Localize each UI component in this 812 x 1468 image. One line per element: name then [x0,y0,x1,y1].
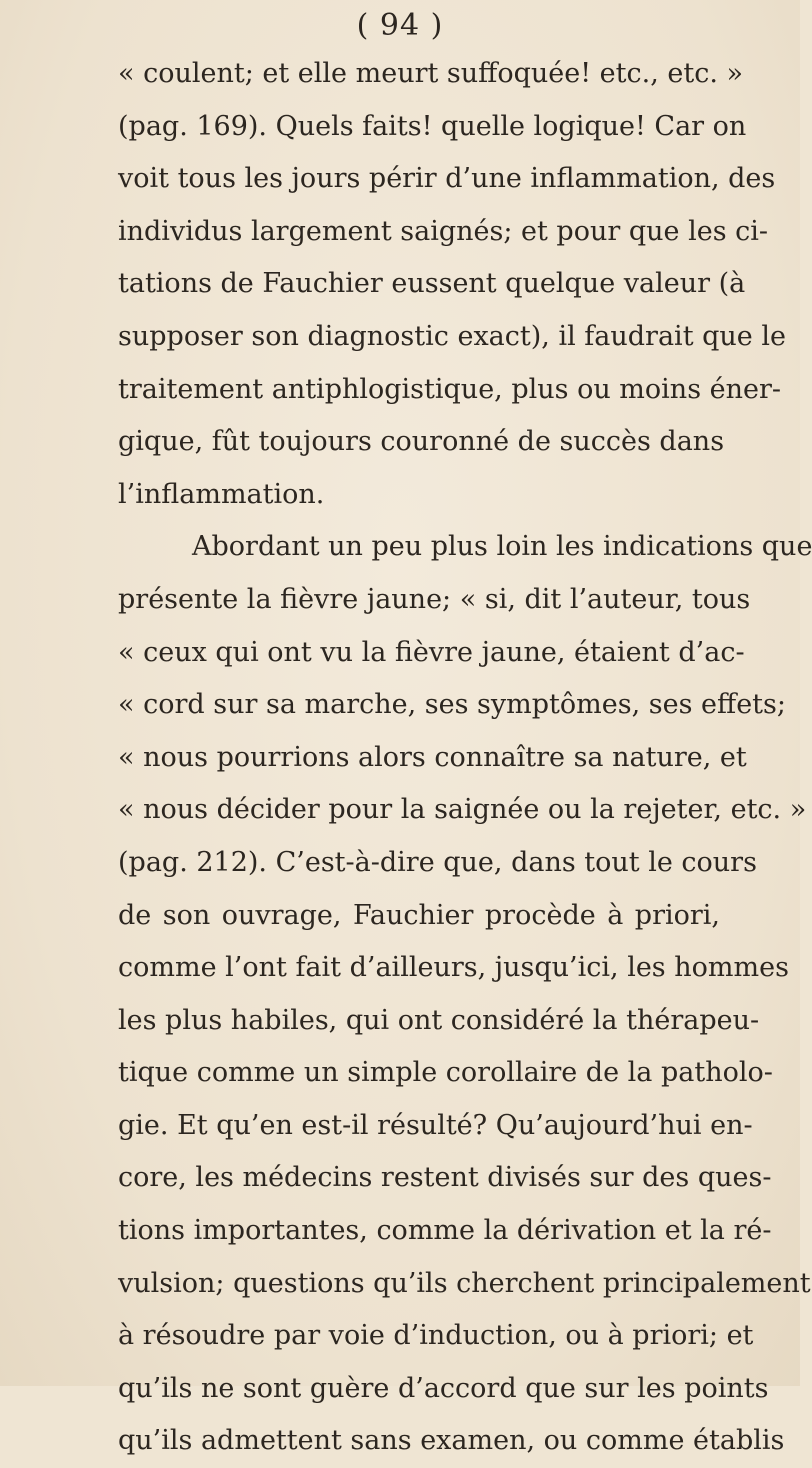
quoted-line: « nous pourrions alors connaître sa nature, et [118,741,747,773]
text-line: les plus habiles, qui ont considéré la thérapeu- [118,1004,760,1036]
text-line: individus largement saignés; et pour que les ci- [118,215,769,247]
text-line: supposer son diagnostic exact), il faudrait que le [118,320,786,352]
text-line: de son ouvrage, Fauchier procède à priori, [118,899,720,931]
text-line: gique, fût toujours couronné de succès dans [118,426,725,458]
text-line: voit tous les jours périr d’une inflammation, des [118,163,776,195]
quoted-line: « nous décider pour la saignée ou la rejeter, etc. » [118,794,807,826]
text-line: « coulent; et elle meurt suffoquée! etc., etc. » [118,58,744,89]
body-text [118,48,812,1468]
text-line: (pag. 169). Quels faits! quelle logique! Car on [118,110,747,142]
text-line: (pag. 212). C’est-à-dire que, dans tout le cours [118,846,757,878]
text-line: tions importantes, comme la dérivation et la ré- [118,1215,772,1247]
text-line: tations de Fauchier eussent quelque valeur (à [118,268,746,300]
text-line: l’inflammation. [118,478,325,510]
text-line: qu’ils admettent sans examen, ou comme établis [118,1425,785,1457]
quoted-line: « ceux qui ont vu la fièvre jaune, étaient d’ac- [118,636,745,668]
paragraph-start-line: Abordant un peu plus loin les indications que [192,531,812,563]
text-line: tique comme un simple corollaire de la patholo- [118,1057,773,1089]
text-line: à résoudre par voie d’induction, ou à priori; et [118,1320,754,1352]
text-line: qu’ils ne sont guère d’accord que sur les points [118,1372,769,1404]
page-number: ( 94 ) [356,8,444,43]
text-line: présente la fièvre jaune; « si, dit l’auteur, tous [118,583,751,615]
text-line: traitement antiphlogistique, plus ou moins éner- [118,373,782,405]
text-line: comme l’ont fait d’ailleurs, jusqu’ici, les hommes [118,952,789,984]
text-line: core, les médecins restent divisés sur des ques- [118,1162,772,1194]
quoted-line: « cord sur sa marche, ses symptômes, ses effets; [118,689,786,721]
text-line: gie. Et qu’en est-il résulté? Qu’aujourd’hui en- [118,1109,753,1141]
text-line: vulsion; questions qu’ils cherchent principalement [118,1267,811,1299]
